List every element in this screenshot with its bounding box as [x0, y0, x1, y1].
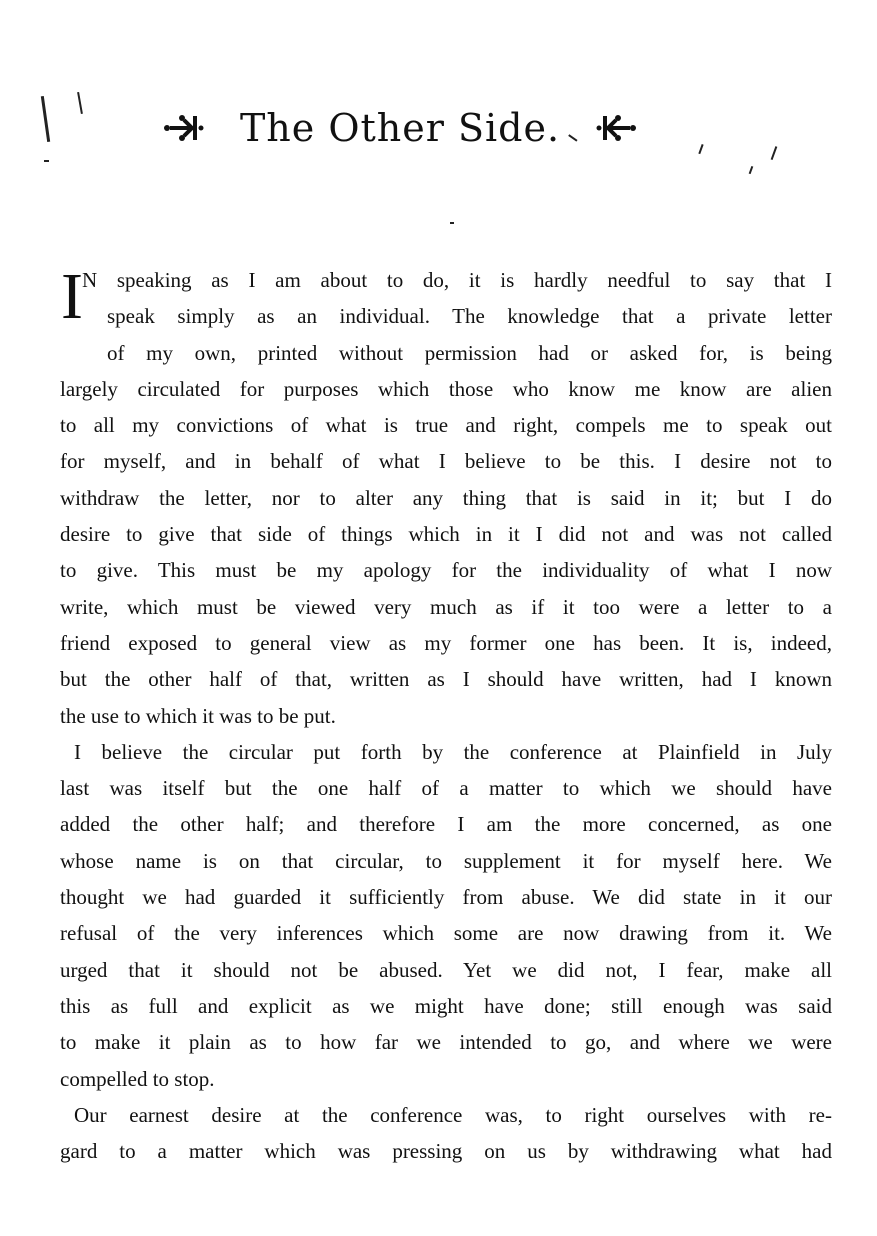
text-line: withdraw the letter, nor to alter any thing that is said in it; but I do [60, 485, 832, 510]
paragraph-1 [60, 262, 832, 734]
text-line: this as full and explicit as we might have done; still enough was said [60, 993, 832, 1018]
chapter-heading [160, 98, 640, 158]
text-line: refusal of the very inferences which some are now drawing from it. We [60, 921, 832, 946]
paragraph-3 [60, 1097, 832, 1170]
scan-artifact [41, 96, 50, 142]
scan-artifact [44, 160, 49, 162]
text-line: compelled to stop. [60, 1066, 215, 1091]
text-line: for myself, and in behalf of what I believe to be this. I desire not to [60, 449, 832, 474]
drop-cap: I [61, 260, 83, 333]
scan-artifact [771, 146, 777, 160]
text-line: the use to which it was to be put. [60, 703, 336, 728]
text-line: write, which must be viewed very much as if it too were a letter to a [60, 594, 832, 619]
page-title: The Other Side. [239, 106, 561, 150]
scan-artifact [698, 144, 703, 154]
text-line: whose name is on that circular, to supplement it for myself here. We [60, 848, 832, 873]
text-line: added the other half; and therefore I am the more concerned, as one [60, 812, 832, 837]
text-line: friend exposed to general view as my former one has been. It is, indeed, [60, 630, 832, 655]
text-line: to all my convictions of what is true and right, compels me to speak out [60, 413, 832, 438]
text-line: of my own, printed without permission had or asked for, is being [107, 340, 832, 365]
text-line: last was itself but the one half of a matter to which we should have [60, 776, 832, 801]
text-line: N speaking as I am about to do, it is hardly needful to say that I [82, 268, 832, 292]
fleuron-left-icon [160, 110, 204, 146]
text-line: urged that it should not be abused. Yet we did not, I fear, make all [60, 957, 832, 982]
scan-artifact [749, 166, 753, 174]
text-line: I believe the circular put forth by the conference at Plainfield in July [74, 739, 832, 764]
text-line: to give. This must be my apology for the individuality of what I now [60, 558, 832, 583]
scan-artifact [450, 222, 454, 224]
text-line: to make it plain as to how far we intended to go, and where we were [60, 1030, 832, 1055]
paragraph-2 [60, 734, 832, 1097]
text-line: but the other half of that, written as I should have written, had I known [60, 667, 832, 692]
text-line: desire to give that side of things which in it I did not and was not called [60, 522, 832, 547]
text-line: largely circulated for purposes which those who know me know are alien [60, 376, 832, 401]
scan-artifact [77, 92, 82, 114]
text-line: Our earnest desire at the conference was, to right ourselves with re- [74, 1102, 832, 1127]
text-line: gard to a matter which was pressing on us by withdrawing what had [60, 1139, 832, 1164]
body-text [60, 262, 832, 1169]
text-line: thought we had guarded it sufficiently from abuse. We did state in it our [60, 885, 832, 910]
fleuron-right-icon [596, 110, 640, 146]
text-line: speak simply as an individual. The knowledge that a private letter [107, 304, 832, 329]
